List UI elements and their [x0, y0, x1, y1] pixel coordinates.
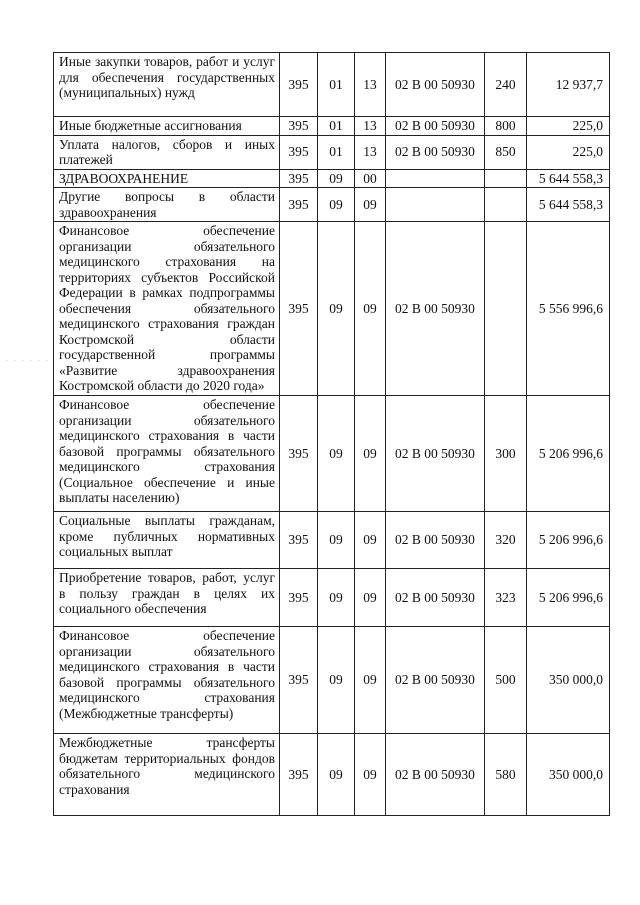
subsection-code: 00 [355, 169, 386, 188]
table-row [54, 188, 610, 222]
expense-type-code [485, 169, 527, 188]
margin-dots: . . . . . . [6, 354, 50, 363]
section-code: 09 [318, 222, 355, 396]
department-code: 395 [280, 188, 318, 222]
target-article-code: 02 В 00 50930 [386, 222, 485, 396]
budget-table [53, 52, 610, 816]
section-code: 01 [318, 135, 355, 169]
row-name: Межбюджетные трансферты бюджетам территориальных фондов обязательного медицинского страхования [54, 734, 280, 816]
amount: 350 000,0 [527, 627, 610, 734]
section-code: 01 [318, 53, 355, 117]
expense-type-code: 580 [485, 734, 527, 816]
amount: 5 644 558,3 [527, 188, 610, 222]
subsection-code: 13 [355, 117, 386, 136]
expense-type-code: 323 [485, 569, 527, 627]
subsection-code: 13 [355, 135, 386, 169]
department-code: 395 [280, 53, 318, 117]
section-code: 09 [318, 169, 355, 188]
amount: 5 206 996,6 [527, 512, 610, 569]
subsection-code: 09 [355, 627, 386, 734]
amount: 5 556 996,6 [527, 222, 610, 396]
target-article-code: 02 В 00 50930 [386, 512, 485, 569]
department-code: 395 [280, 169, 318, 188]
department-code: 395 [280, 396, 318, 512]
amount: 5 206 996,6 [527, 569, 610, 627]
row-name: ЗДРАВООХРАНЕНИЕ [54, 169, 280, 188]
row-name: Иные бюджетные ассигнования [54, 117, 280, 136]
row-name: Приобретение товаров, работ, услуг в пользу граждан в целях их социального обеспечения [54, 569, 280, 627]
subsection-code: 09 [355, 734, 386, 816]
section-code: 09 [318, 512, 355, 569]
target-article-code [386, 188, 485, 222]
expense-type-code: 320 [485, 512, 527, 569]
row-name: Другие вопросы в области здравоохранения [54, 188, 280, 222]
department-code: 395 [280, 512, 318, 569]
amount: 225,0 [527, 117, 610, 136]
amount: 5 644 558,3 [527, 169, 610, 188]
table-row [54, 734, 610, 816]
target-article-code [386, 169, 485, 188]
department-code: 395 [280, 117, 318, 136]
table-row [54, 222, 610, 396]
department-code: 395 [280, 627, 318, 734]
expense-type-code: 500 [485, 627, 527, 734]
subsection-code: 09 [355, 396, 386, 512]
expense-type-code: 300 [485, 396, 527, 512]
expense-type-code: 240 [485, 53, 527, 117]
subsection-code: 09 [355, 222, 386, 396]
section-code: 09 [318, 569, 355, 627]
section-code: 09 [318, 627, 355, 734]
subsection-code: 09 [355, 569, 386, 627]
target-article-code: 02 В 00 50930 [386, 627, 485, 734]
section-code: 09 [318, 396, 355, 512]
amount: 5 206 996,6 [527, 396, 610, 512]
row-name: Уплата налогов, сборов и иных платежей [54, 135, 280, 169]
section-code: 09 [318, 734, 355, 816]
row-name: Иные закупки товаров, работ и услуг для обеспечения государственных (муниципальных) нужд [54, 53, 280, 117]
expense-type-code [485, 188, 527, 222]
target-article-code: 02 В 00 50930 [386, 396, 485, 512]
table-row [54, 627, 610, 734]
target-article-code: 02 В 00 50930 [386, 569, 485, 627]
row-name: Финансовое обеспечение организации обязательного медицинского страхования в части базовой программы обязательного медицинского страхования (Межбюджетные трансферты) [54, 627, 280, 734]
table-row [54, 169, 610, 188]
department-code: 395 [280, 569, 318, 627]
target-article-code: 02 В 00 50930 [386, 117, 485, 136]
table-row [54, 53, 610, 117]
subsection-code: 13 [355, 53, 386, 117]
target-article-code: 02 В 00 50930 [386, 135, 485, 169]
department-code: 395 [280, 135, 318, 169]
table-row [54, 512, 610, 569]
expense-type-code: 800 [485, 117, 527, 136]
amount: 225,0 [527, 135, 610, 169]
section-code: 09 [318, 188, 355, 222]
amount: 12 937,7 [527, 53, 610, 117]
expense-type-code: 850 [485, 135, 527, 169]
table-row [54, 135, 610, 169]
section-code: 01 [318, 117, 355, 136]
department-code: 395 [280, 734, 318, 816]
subsection-code: 09 [355, 512, 386, 569]
table-row [54, 117, 610, 136]
expense-type-code [485, 222, 527, 396]
amount: 350 000,0 [527, 734, 610, 816]
department-code: 395 [280, 222, 318, 396]
row-name: Финансовое обеспечение организации обязательного медицинского страхования на территориях субъектов Российской Федерации в рамках подпрограммы обеспечения обязательного медицинского страхования граждан Костромской области государственной программы «Развитие здравоохранения Костромской области до 2020 года» [54, 222, 280, 396]
row-name: Финансовое обеспечение организации обязательного медицинского страхования в части базовой программы обязательного медицинского страхования (Социальное обеспечение и иные выплаты населению) [54, 396, 280, 512]
subsection-code: 09 [355, 188, 386, 222]
table-row [54, 396, 610, 512]
row-name: Социальные выплаты гражданам, кроме публичных нормативных социальных выплат [54, 512, 280, 569]
target-article-code: 02 В 00 50930 [386, 53, 485, 117]
table-row [54, 569, 610, 627]
target-article-code: 02 В 00 50930 [386, 734, 485, 816]
budget-table-body [54, 53, 610, 816]
